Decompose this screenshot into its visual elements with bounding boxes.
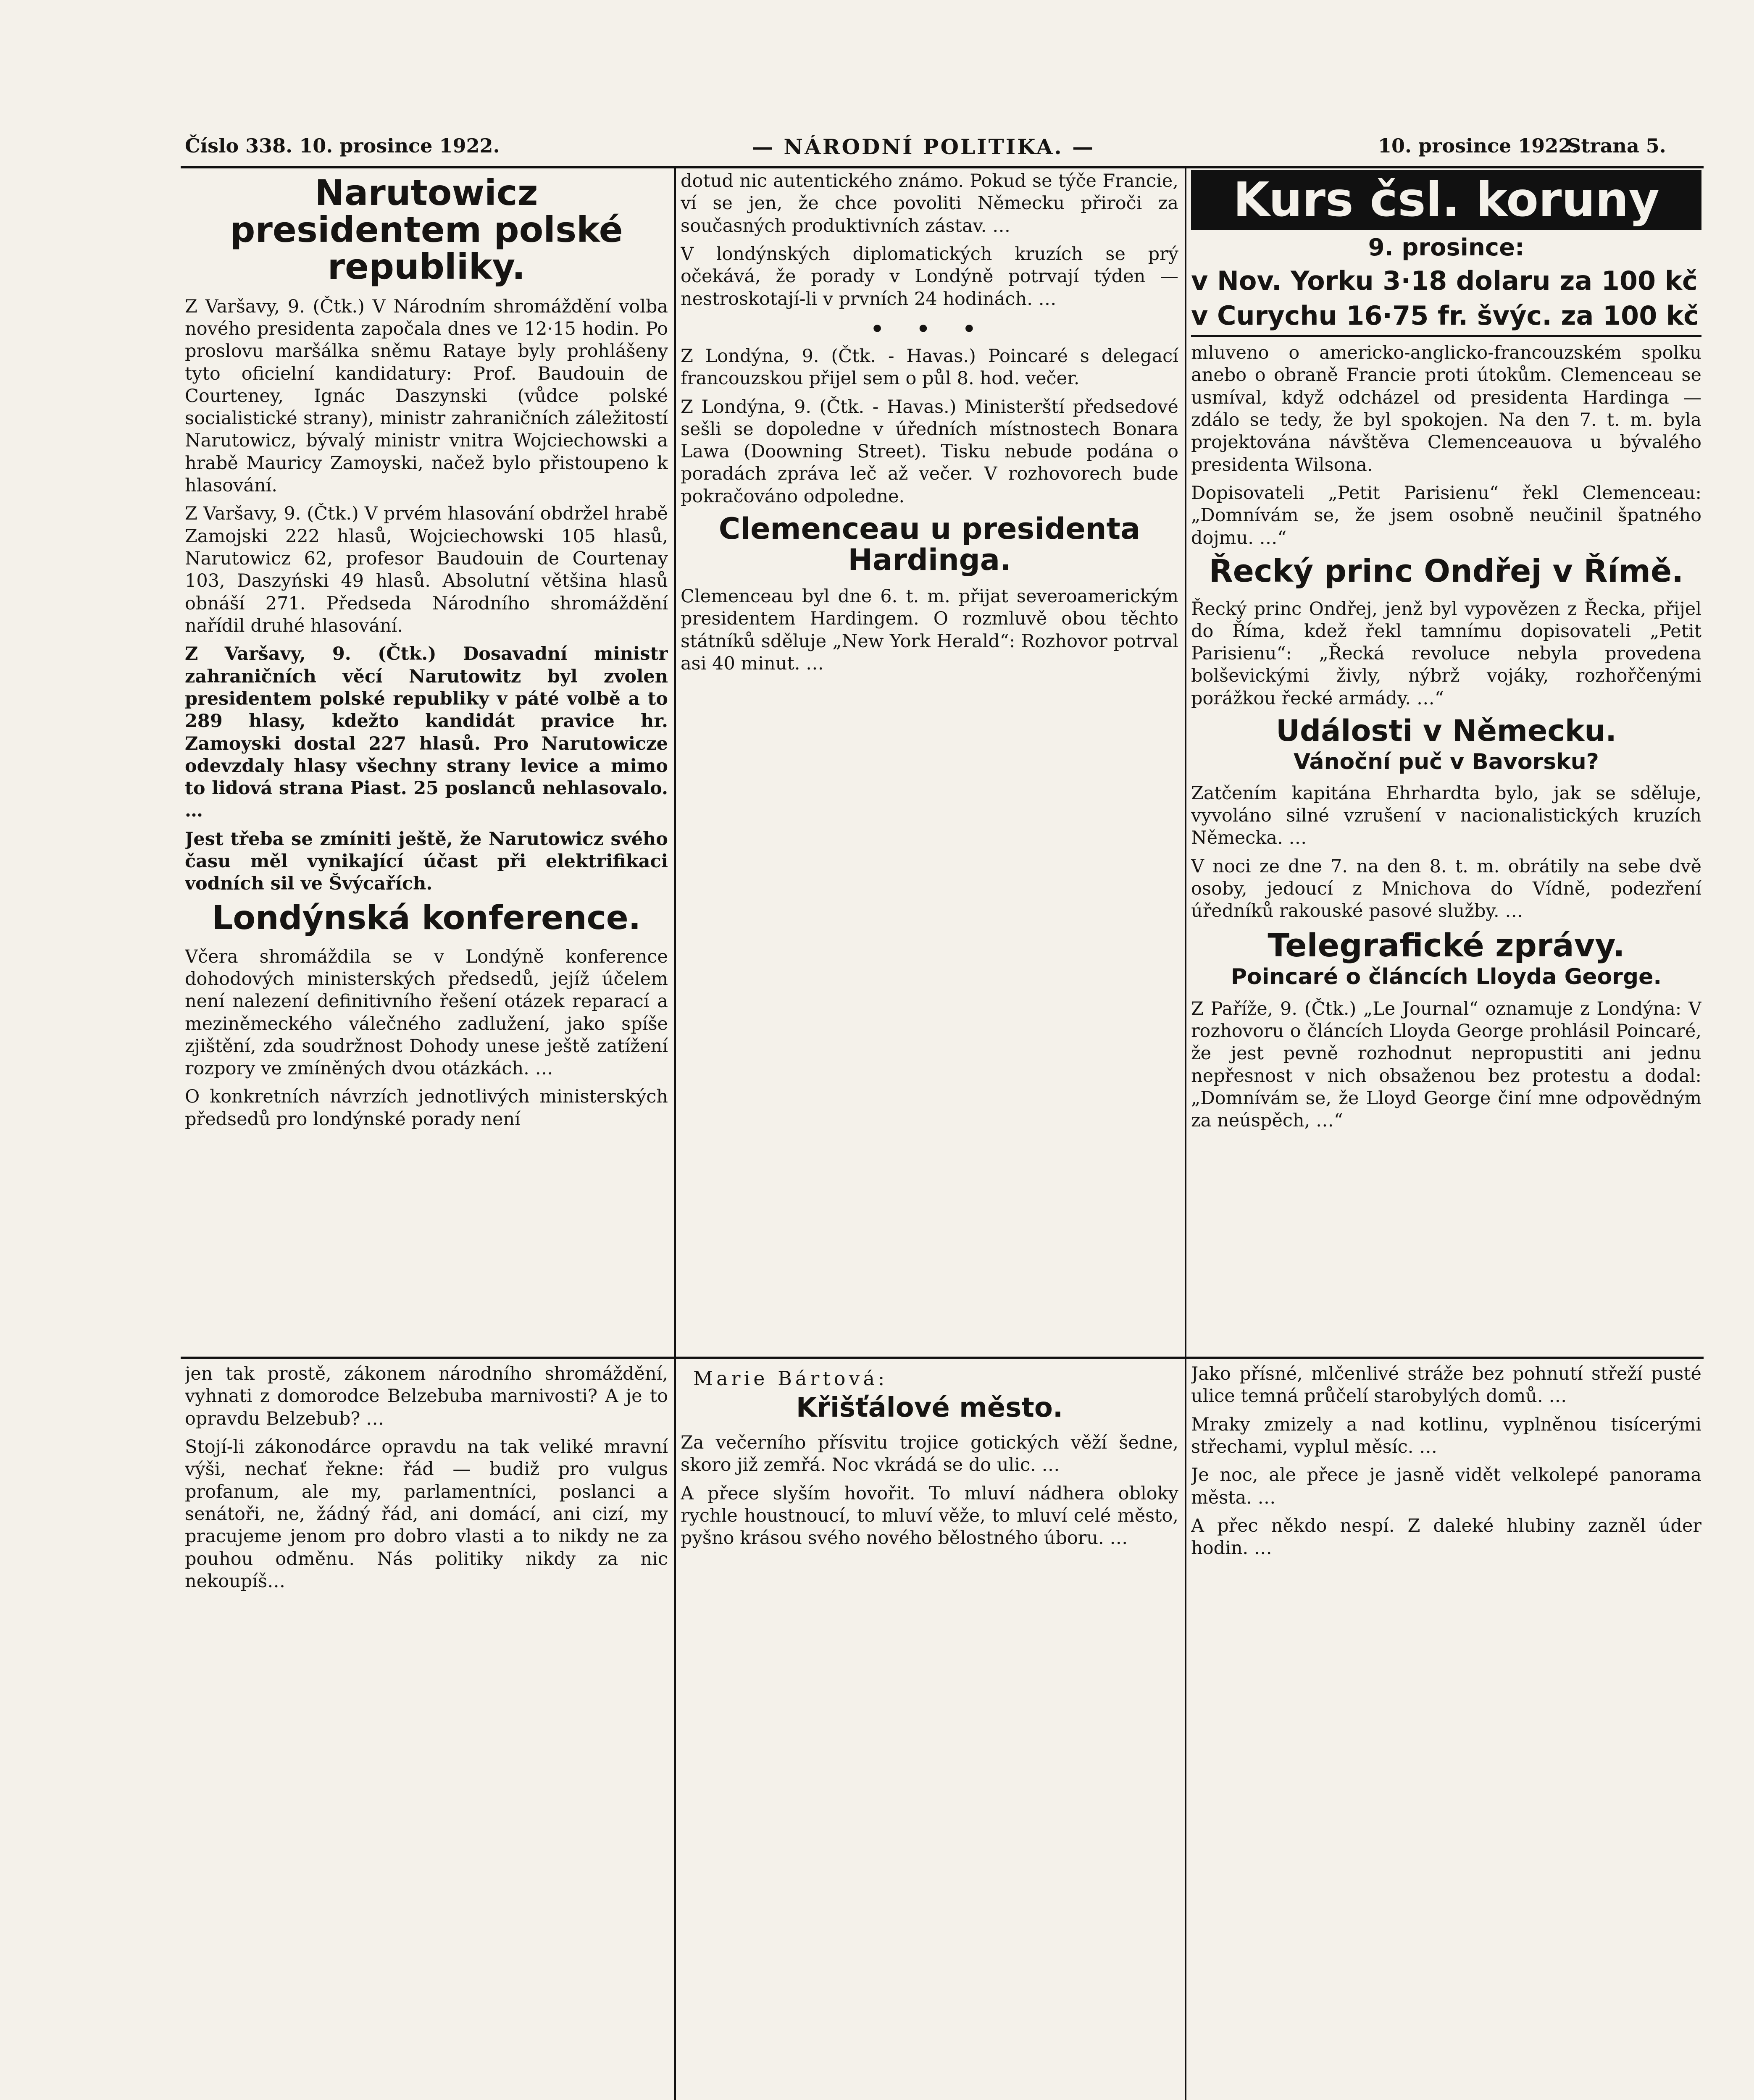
exchange-rate-zurich: v Curychu 16·75 fr. švýc. za 100 kč	[1191, 300, 1699, 331]
article-subtitle-poincare: Poincaré o článcích Lloyda George.	[1231, 964, 1662, 990]
section-dots: • • •	[870, 316, 989, 341]
feuilleton-rule	[181, 1357, 1704, 1359]
article-title-clemenceau: Clemenceau u presidenta Hardinga.	[718, 512, 1141, 577]
paragraph: mluveno o americko-anglicko-francouzském spolku anebo o obraně Francie proti útokům. Clemenceau se usmíval, když odcházel od presidenta Hardinga — zdálo se tedy, že byl spokojen. Na den 7. t. m. byla projektována návštěva Clemenceauova u bývalého presidenta Wilsona.	[1191, 342, 1701, 475]
header-date: 10. prosince 1922.	[1378, 134, 1579, 157]
paragraph: jen tak prostě, zákonem národního shromáždění, vyhnati z domorodce Belzebuba marnivosti? A je to opravdu Belzebub? …	[185, 1363, 668, 1429]
paragraph: V noci ze dne 7. na den 8. t. m. obrátily na sebe dvě osoby, jedoucí z Mnichova do Vídně, podezření úředníků rakouské pasové služby. …	[1191, 856, 1701, 922]
column-rule-1	[674, 168, 676, 2100]
bottom-left-column	[185, 1363, 668, 2100]
paragraph: Jako přísné, mlčenlivé stráže bez pohnutí střeží pusté ulice temná průčelí starobylých domů. …	[1191, 1363, 1701, 1407]
paragraph: Z Londýna, 9. (Čtk. - Havas.) Poincaré s delegací francouzskou přijel sem o půl 8. hod. večer.	[681, 345, 1178, 389]
paragraph: Za večerního přísvitu trojice gotických věží šedne, skoro již zemřá. Noc vkrádá se do ulic. …	[681, 1432, 1178, 1476]
masthead: — NÁRODNÍ POLITIKA. —	[752, 134, 1095, 159]
article-title-telegraph: Telegrafické zprávy.	[1268, 926, 1625, 964]
article-title-narutowicz: Narutowicz presidentem polské republiky.	[230, 172, 623, 288]
paragraph: Z Paříže, 9. (Čtk.) „Le Journal“ oznamuje z Londýna: V rozhovoru o článcích Lloyda George prohlásil Poincaré, že jest pevně rozhodnut nepropustiti ani jednu nepřesnost v nich obsaženou bez protestu a dodal: „Domnívám se, že Lloyd George činí mne odpovědným za neúspěch, …“	[1191, 998, 1701, 1131]
article-title-london: Londýnská konference.	[212, 899, 641, 937]
exchange-rate-title: Kurs čsl. koruny	[1191, 170, 1701, 230]
paragraph: O konkretních návrzích jednotlivých ministerských předsedů pro londýnské porady není	[185, 1086, 668, 1130]
feuilleton-column	[681, 1363, 1178, 2100]
paragraph: Stojí-li zákonodárce opravdu na tak veliké mravní výši, nechať řekne: řád — budiž pro vulgus profanum, ale my, parlamentníci, poslanci a senátoři, ne, žádný řád, ani domácí, ani cizí, my pracujeme jenom pro dobro vlasti a to nikdy ne za pouhou odměnu. Nás politiky nikdy za nic nekoupíš…	[185, 1436, 668, 1592]
paragraph: Zatčením kapitána Ehrhardta bylo, jak se sděluje, vyvoláno silné vzrušení v nacionalistických kruzích Německa. …	[1191, 782, 1701, 849]
paragraph: Dopisovateli „Petit Parisienu“ řekl Clemenceau: „Domnívám se, že jsem osobně neučinil špatného dojmu. …“	[1191, 482, 1701, 549]
column-2	[681, 170, 1178, 1352]
article-subtitle-bavaria: Vánoční puč v Bavorsku?	[1294, 749, 1599, 774]
paragraph: Řecký princ Ondřej, jenž byl vypovězen z Řecka, přijel do Říma, kdež řekl tamnímu dopisovateli „Petit Parisienu“: „Řecká revoluce nebyla provedena bolševickými živly, nýbrž vojáky, rozhořčenými porážkou řecké armády. …“	[1191, 598, 1701, 709]
issue-info: Číslo 338. 10. prosince 1922.	[185, 134, 500, 157]
exchange-rate-date: 9. prosince:	[1368, 234, 1525, 261]
column-1	[185, 170, 668, 1352]
paragraph: Je noc, ale přece je jasně vidět velkolepé panorama města. …	[1191, 1465, 1701, 1508]
bottom-right-column	[1191, 1363, 1701, 2100]
paragraph: dotud nic autentického známo. Pokud se týče Francie, ví se jen, že chce povoliti Německu přiroči za současných produktivních zástav. …	[681, 171, 1178, 236]
paragraph: A přece slyším hovořit. To mluví nádhera obloky rychle houstnoucí, to mluví věže, to mluví celé město, pyšno krásou svého nového bělostného úboru. …	[681, 1483, 1178, 1549]
divider	[1191, 335, 1701, 337]
paragraph: Z Londýna, 9. (Čtk. - Havas.) Ministerští předsedové sešli se dopoledne v úředních místnostech Bonara Lawa (Doowning Street). Tisku nebude podána o poradách zpráva leč až večer. V rozhovorech bude pokračováno odpoledne.	[681, 396, 1178, 507]
paragraph: Jest třeba se zmíniti ještě, že Narutowicz svého času měl vynikající účast při elektrifikaci vodních sil ve Švýcařích.	[185, 828, 668, 895]
paragraph: Mraky zmizely a nad kotlinu, vyplněnou tisícerými střechami, vyplul měsíc. …	[1191, 1414, 1701, 1457]
column-rule-2	[1185, 168, 1186, 2100]
header-rule	[181, 166, 1704, 168]
paragraph: Clemenceau byl dne 6. t. m. přijat severoamerickým presidentem Hardingem. O rozmluvě obou těchto státníků sděluje „New York Herald“: Rozhovor potrval asi 40 minut. …	[681, 586, 1178, 674]
paragraph: Z Varšavy, 9. (Čtk.) Dosavadní ministr zahraničních věcí Narutowitz byl zvolen presidentem polské republiky v páté volbě a to 289 hlasy, kdežto kandidát pravice hr. Zamoyski dostal 227 hlasů. Pro Narutowicze odevzdaly hlasy všechny strany levice a mimo to lidová strana Piast. 25 poslanců nehlasovalo. …	[185, 643, 668, 822]
page-number: Strana 5.	[1567, 134, 1666, 157]
paragraph: Včera shromáždila se v Londýně konference dohodových ministerských předsedů, jejíž účelem není nalezení definitivního řešení otázek reparací a meziněmeckého válečného zadlužení, jako spíše zjištění, zda soudržnost Dohody unese ještě zatížení rozpory ve zmíněných dvou otázkách. …	[185, 946, 668, 1079]
feuilleton-title: Křišťálové město.	[796, 1392, 1063, 1423]
paragraph: Z Varšavy, 9. (Čtk.) V Národním shromáždění volba nového presidenta započala dnes ve 12·15 hodin. Po proslovu maršálka sněmu Rataye byly prohlášeny tyto oficielní kandidatury: Prof. Baudouin de Courteney, Ignác Daszynski (vůdce polské socialistické strany), ministr zahraničních záležitostí Narutowicz, bývalý ministr vnitra Wojciechowski a hrabě Mauricy Zamoyski, načež bylo přistoupeno k hlasování.	[185, 296, 668, 496]
article-title-greek-prince: Řecký princ Ondřej v Římě.	[1209, 553, 1684, 589]
paragraph: A přec někdo nespí. Z daleké hlubiny zazněl úder hodin. …	[1191, 1515, 1701, 1559]
paragraph: Z Varšavy, 9. (Čtk.) V prvém hlasování obdržel hrabě Zamojski 222 hlasů, Wojciechowski 105 hlasů, Narutowicz 62, profesor Baudouin de Courtenay 103, Daszyński 49 hlasů. Absolutní většina hlasů obnáší 271. Předseda Národního shromáždění nařídil druhé hlasování.	[185, 503, 668, 636]
column-3	[1191, 170, 1701, 1352]
feuilleton-author: Marie Bártová:	[693, 1367, 888, 1390]
article-title-germany: Události v Německu.	[1276, 714, 1617, 748]
exchange-rate-new-york: v Nov. Yorku 3·18 dolaru za 100 kč	[1191, 265, 1698, 296]
paragraph: V londýnských diplomatických kruzích se prý očekává, že porady v Londýně potrvají týden — nestroskotají-li v prvních 24 hodinách. …	[681, 243, 1178, 310]
